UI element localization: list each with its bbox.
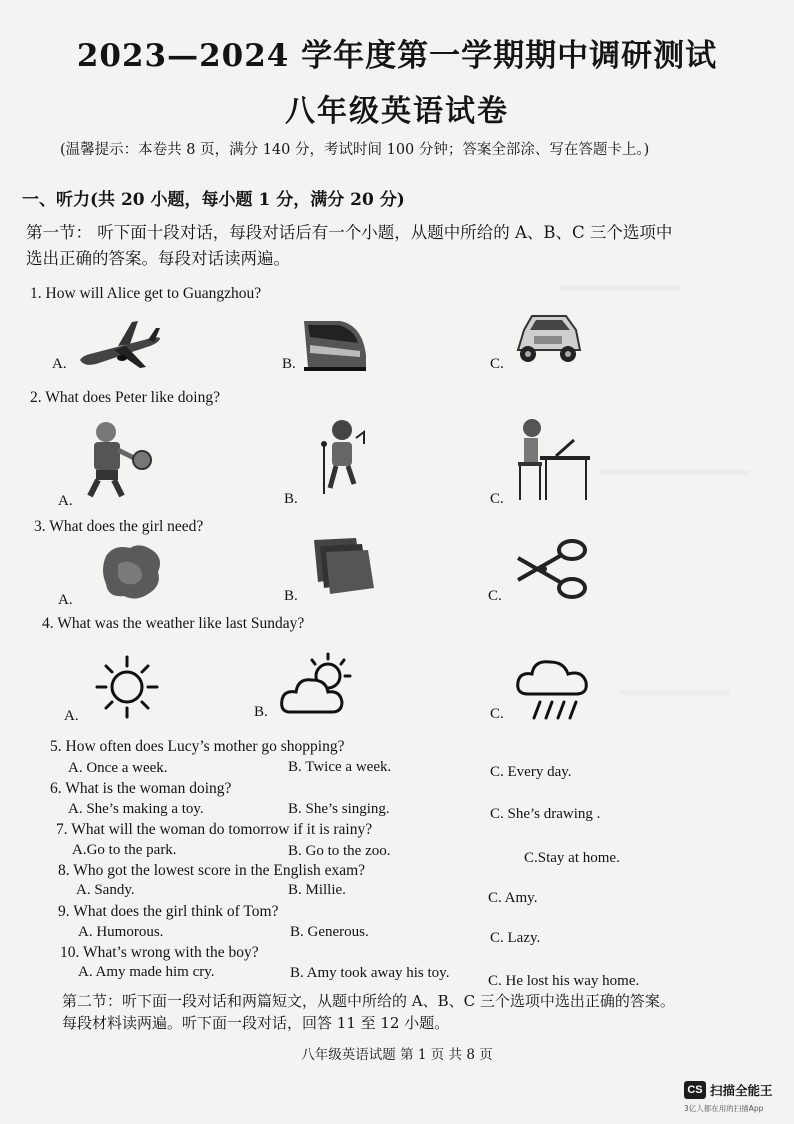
scanner-logo-icon: CS (684, 1081, 706, 1099)
question-1: 1. How will Alice get to Guangzhou? (30, 285, 262, 302)
basketball-player-icon (84, 420, 156, 502)
option-b: B. Amy took away his toy. (290, 965, 450, 981)
scanner-app-name: 扫描全能王 (710, 1083, 773, 1098)
rain-icon (514, 656, 594, 726)
bleed-through-mark (600, 470, 750, 475)
option-c: C. She’s drawing . (490, 806, 601, 822)
option-a: A. Amy made him cry. (78, 964, 215, 980)
scissors-icon (514, 536, 594, 602)
option-a: A. She’s making a toy. (68, 801, 204, 817)
part2-instruction-line2: 每段材料读两遍。听下面一段对话，回答 11 至 12 小题。 (62, 1014, 450, 1032)
option-a-label: A. (58, 493, 73, 509)
part2-instruction-line1: 第二节：听下面一段对话和两篇短文，从题中所给的 A、B、C 三个选项中选出正确的答案。 (62, 992, 675, 1010)
question-6: 6. What is the woman doing? (50, 780, 232, 797)
option-c: C. Every day. (490, 764, 572, 780)
option-b: B. She’s singing. (288, 801, 390, 817)
option-c-label: C. (488, 588, 502, 604)
option-b-label: B. (284, 588, 298, 604)
option-a-label: A. (58, 592, 73, 608)
option-a-label: A. (64, 708, 79, 724)
option-c: C.Stay at home. (524, 850, 620, 866)
option-b-label: B. (254, 704, 268, 720)
partly-cloudy-icon (278, 650, 358, 720)
question-3: 3. What does the girl need? (34, 518, 204, 535)
exam-title: 2023—2024 学年度第一学期期中调研测试 (76, 38, 718, 74)
singing-boy-icon (316, 418, 372, 496)
question-7: 7. What will the woman do tomorrow if it is rainy? (56, 821, 373, 838)
computer-desk-icon (516, 416, 594, 502)
paper-sheets-icon (306, 536, 378, 596)
glue-paste-icon (100, 540, 166, 604)
question-4: 4. What was the weather like last Sunday? (42, 615, 305, 632)
option-b: B. Generous. (290, 924, 369, 940)
option-b: B. Millie. (288, 882, 346, 898)
bleed-through-mark (620, 690, 730, 695)
option-b-label: B. (284, 491, 298, 507)
option-b-label: B. (282, 356, 296, 372)
option-c: C. He lost his way home. (488, 973, 640, 989)
option-c-label: C. (490, 706, 504, 722)
sun-icon (94, 654, 160, 720)
option-b: B. Twice a week. (288, 759, 392, 775)
question-9: 9. What does the girl think of Tom? (58, 903, 279, 920)
question-8: 8. Who got the lowest score in the English exam? (58, 862, 366, 879)
exam-hint: (温馨提示：本卷共 8 页，满分 140 分，考试时间 100 分钟；答案全部涂、写在答题卡上。) (60, 142, 650, 158)
car-icon (514, 310, 582, 370)
part1-instruction-line1: 第一节： 听下面十段对话，每段对话后有一个小题，从题中所给的 A、B、C 三个选项中 (26, 223, 673, 242)
option-c: C. Lazy. (490, 930, 541, 946)
option-c-label: C. (490, 491, 504, 507)
option-c: C. Amy. (488, 890, 538, 906)
option-a: A. Sandy. (76, 882, 135, 898)
bleed-through-mark (560, 285, 680, 291)
option-b: B. Go to the zoo. (288, 843, 391, 859)
airplane-icon (74, 316, 164, 372)
question-2: 2. What does Peter like doing? (30, 389, 220, 406)
option-a: A. Humorous. (78, 924, 164, 940)
option-a: A. Once a week. (68, 760, 168, 776)
option-a: A.Go to the park. (72, 842, 177, 858)
part1-instruction-line2: 选出正确的答案。每段对话读两遍。 (26, 249, 290, 268)
option-a-label: A. (52, 356, 67, 372)
question-5: 5. How often does Lucy’s mother go shopping? (50, 738, 345, 755)
scanner-app-tagline: 3亿人都在用的扫描App (684, 1104, 764, 1113)
section-heading: 一、听力(共 20 小题，每小题 1 分，满分 20 分) (22, 190, 405, 210)
exam-subtitle: 八年级英语试卷 (285, 94, 509, 129)
question-10: 10. What’s wrong with the boy? (60, 944, 259, 961)
page-footer: 八年级英语试题 第 1 页 共 8 页 (301, 1047, 493, 1063)
option-c-label: C. (490, 356, 504, 372)
high-speed-train-icon (300, 315, 370, 373)
